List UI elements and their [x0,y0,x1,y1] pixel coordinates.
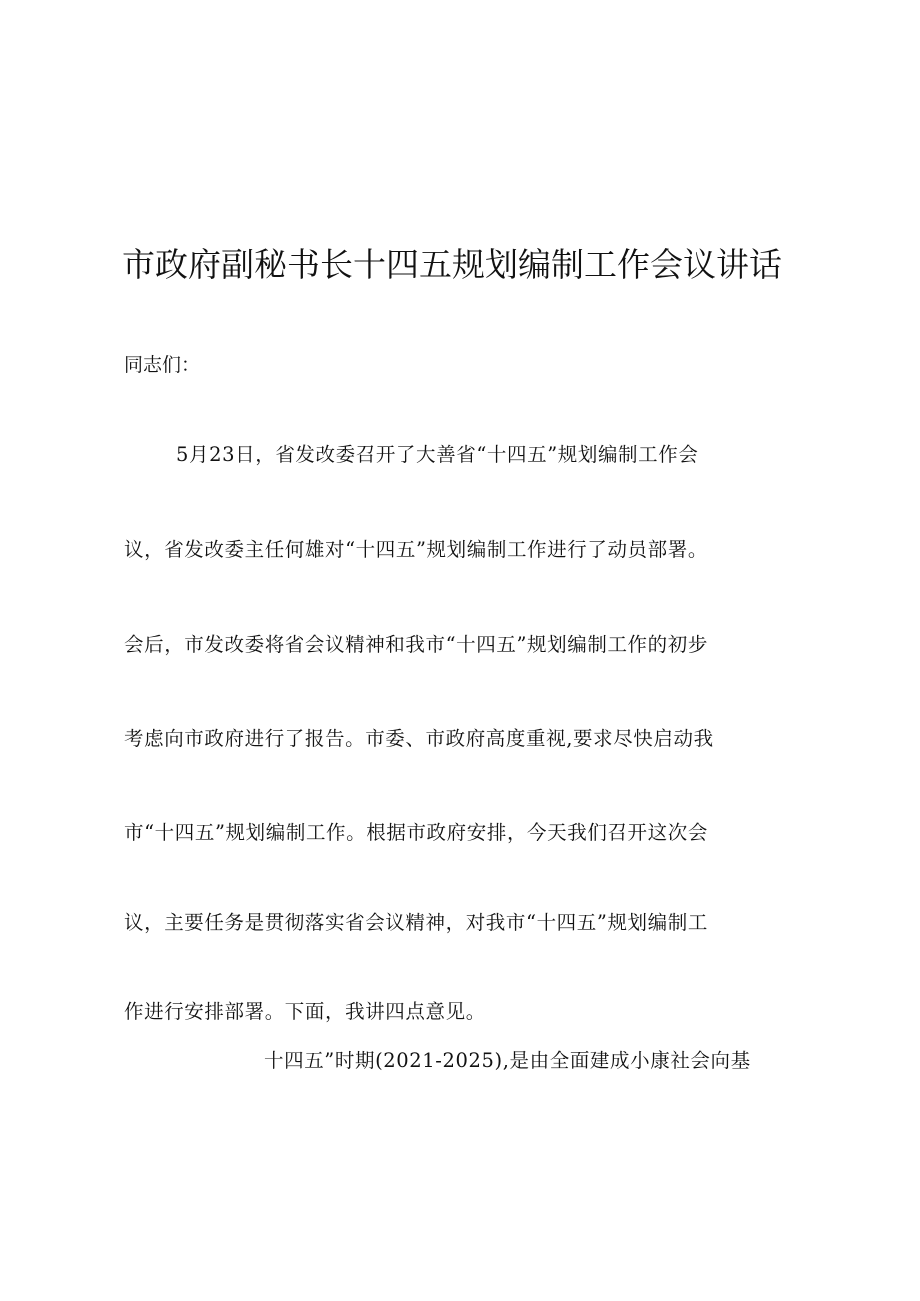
paragraph-line: 市“十四五”规划编制工作。根据市政府安排，今天我们召开这次会 [124,821,708,844]
paragraph-line: 5月23日，省发改委召开了大善省“十四五”规划编制工作会 [176,443,699,466]
paragraph-line: 十四五”时期(2021-2025),是由全面建成小康社会向基 [264,1049,751,1072]
paragraph-line: 作进行安排部署。下面，我讲四点意见。 [124,1000,486,1023]
paragraph-line: 议，主要任务是贯彻落实省会议精神，对我市“十四五”规划编制工 [124,911,708,934]
paragraph-line: 考虑向市政府进行了报告。市委、市政府高度重视,要求尽快启动我 [124,727,714,750]
salutation: 同志们： [124,354,201,376]
document-title: 市政府副秘书长十四五规划编制工作会议讲话 [122,245,782,284]
paragraph-line: 议，省发改委主任何雄对“十四五”规划编制工作进行了动员部署。 [124,538,708,561]
paragraph-line: 会后，市发改委将省会议精神和我市“十四五”规划编制工作的初步 [124,633,708,656]
